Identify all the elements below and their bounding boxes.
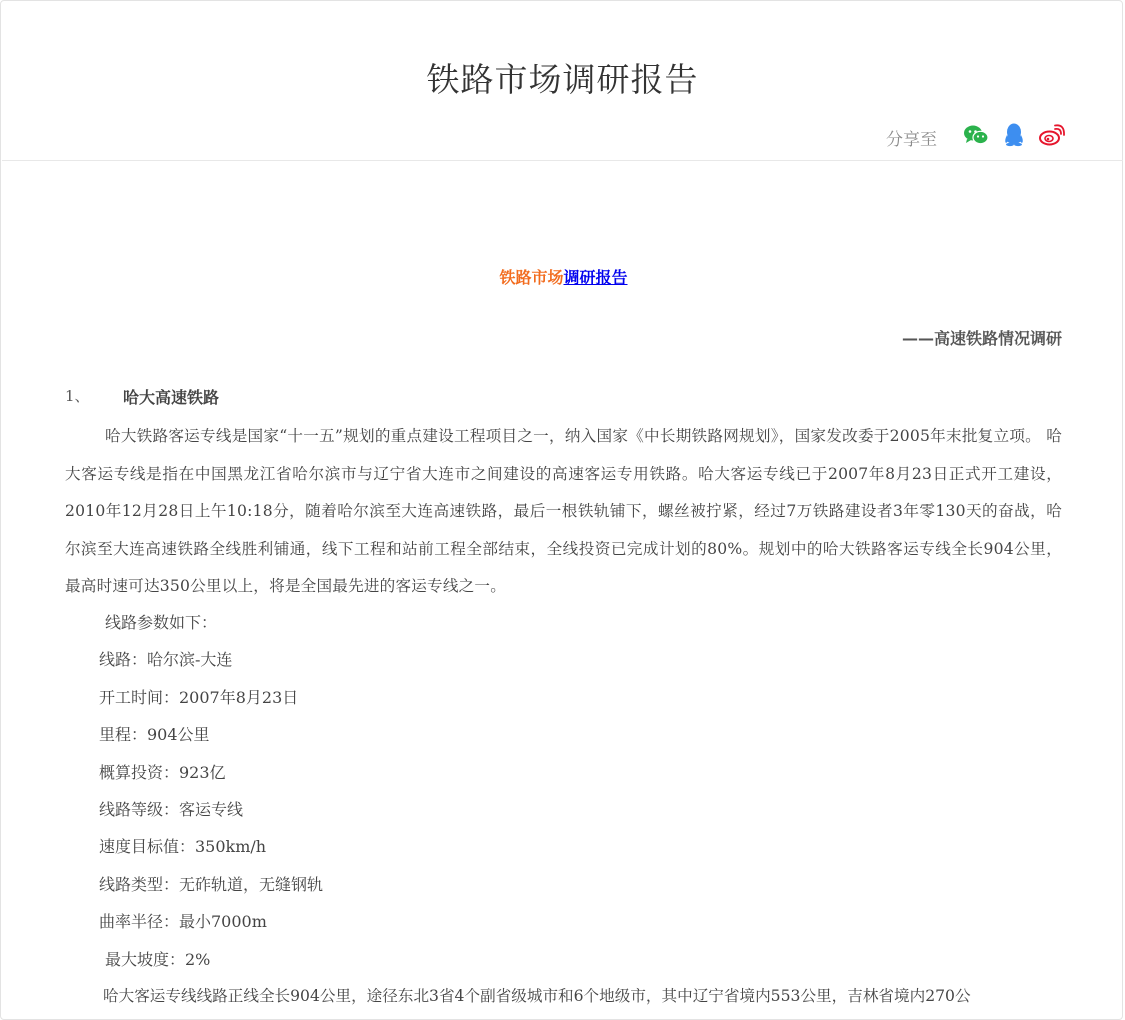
section-heading <box>65 385 220 407</box>
body-paragraph: 哈大铁路客运专线是国家“十一五”规划的重点建设工程项目之一，纳入国家《中长期铁路网规划》，国家发改委于2005年末批复立项。 哈大客运专线是指在中国黑龙江省哈尔滨市与辽宁省大连市之间建设的高速客运专用铁路。哈大客运专线已于2007年8月23日正式开工建设，2010年12月28日上午10:18分，随着哈尔滨至大连高速铁路，最后一根铁轨铺下，螺丝被拧紧，经过7万铁路建设者3年零130天的奋战，哈尔滨至大连高速铁路全线胜利铺通，线下工程和站前工程全部结束，全线投资已完成计划的80%。规划中的哈大铁路客运专线全长904公里，最高时速可达350公里以上，将是全国最先进的客运专线之一。 <box>65 427 1062 595</box>
document-title-link[interactable]: 调研报告 <box>563 268 628 287</box>
param-item: 里程：904公里 <box>99 725 210 745</box>
page-title: 铁路市场调研报告 <box>426 60 699 99</box>
param-item: 线路类型：无砟轨道，无缝钢轨 <box>99 874 324 894</box>
param-item: 开工时间：2007年8月23日 <box>99 687 299 707</box>
param-item: 曲率半径：最小7000m <box>99 912 267 932</box>
document-title <box>65 265 1062 288</box>
params-list <box>65 604 1062 978</box>
param-item: 最大坡度：2% <box>105 949 211 969</box>
share-label: 分享至 <box>886 129 937 150</box>
param-item: 概算投资：923亿 <box>99 762 226 782</box>
document-title-text: 铁路市场 <box>499 268 564 287</box>
weibo-icon[interactable] <box>1039 124 1065 150</box>
param-item: 线路等级：客运专线 <box>99 799 244 819</box>
document-subtitle: ——高速铁路情况调研 <box>901 329 1062 348</box>
share-bar <box>886 123 1065 151</box>
section-number: 1、 <box>65 387 90 405</box>
article-header <box>2 2 1123 161</box>
param-item: 线路：哈尔滨-大连 <box>99 650 233 670</box>
params-intro: 线路参数如下： <box>105 613 218 632</box>
param-item: 速度目标值：350km/h <box>99 837 267 857</box>
section-title: 哈大高速铁路 <box>123 388 220 407</box>
body-paragraph-continued: 哈大客运专线线路正线全长904公里，途径东北3省4个副省级城市和6个地级市，其中辽宁省境内553公里，吉林省境内270公 <box>103 987 971 1005</box>
qq-icon[interactable] <box>1003 123 1025 151</box>
wechat-icon[interactable] <box>963 124 989 150</box>
